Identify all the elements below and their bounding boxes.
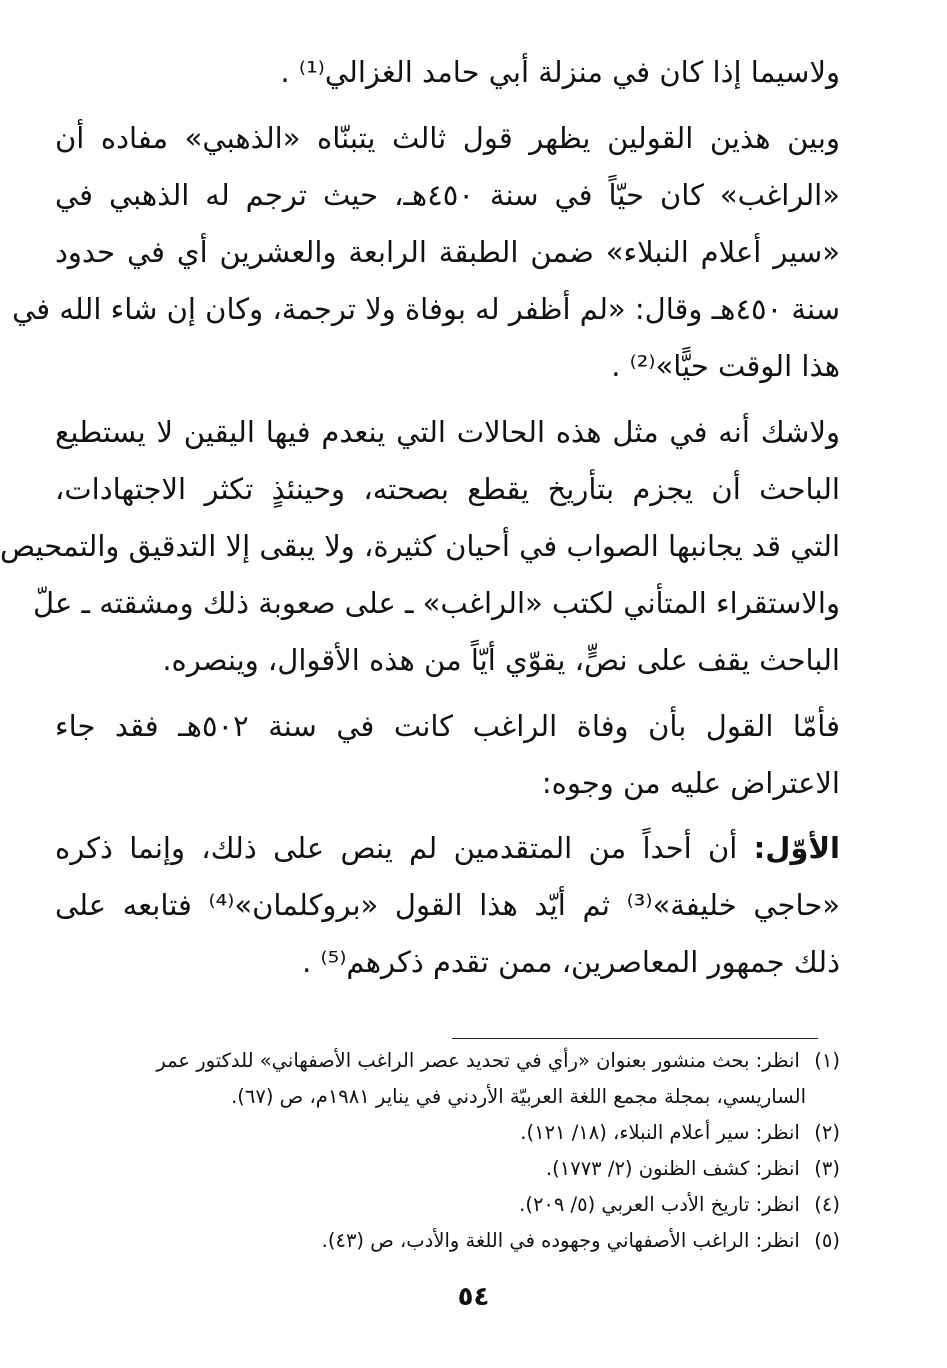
text-line: والاستقراء المتأني لكتب «الراغب» ـ على صعوبة ذلك ومشقته ـ علّ (33, 586, 840, 620)
text-line: الباحث أن يجزم بتأريخ يقطع بصحته، وحينئذٍ تكثر الاجتهادات، (55, 472, 840, 506)
footnote-number: (٤) (814, 1193, 840, 1216)
footnote-text: انظر: تاريخ الأدب العربي (٥/ ٢٠٩). (519, 1193, 800, 1216)
page-number: ٥٤ (457, 1282, 490, 1312)
text-line: ولاسيما إذا كان في منزلة أبي حامد الغزالي⁽¹⁾ . (280, 55, 840, 89)
footnote-1 (55, 1043, 840, 1079)
paragraph-lead: الأوّل: (753, 831, 840, 865)
footnote-divider (452, 1038, 818, 1039)
footnote-1-continuation (55, 1079, 840, 1115)
footnote-3 (55, 1151, 840, 1187)
text-line: «الراغب» كان حيّاً في سنة ٤٥٠هـ، حيث ترجم له الذهبي في (55, 178, 840, 212)
text-line: «سير أعلام النبلاء» ضمن الطبقة الرابعة والعشرين أي في حدود (55, 235, 840, 269)
text-line: الاعتراض عليه من وجوه: (541, 766, 840, 800)
text-fragment: أن أحداً من المتقدمين لم ينص على ذلك، وإنما ذكره (55, 831, 754, 865)
text-line: هذا الوقت حيًّا»⁽²⁾ . (611, 349, 840, 383)
paragraph-2 (12, 110, 840, 395)
paragraph-1 (55, 44, 840, 101)
text-line: الباحث يقف على نصٍّ، يقوّي أيّاً من هذه الأقوال، وينصره. (162, 643, 840, 677)
footnote-4 (55, 1187, 840, 1223)
text-line: وبين هذين القولين يظهر قول ثالث يتبنّاه «الذهبي» مفاده أن (55, 121, 840, 155)
footnote-2 (55, 1115, 840, 1151)
footnote-5 (55, 1223, 840, 1259)
paragraph-3 (0, 404, 840, 689)
footnote-text: الساريسي، بمجلة مجمع اللغة العربيّة الأردني في يناير ١٩٨١م، ص (٦٧). (231, 1085, 806, 1108)
footnote-number: (٣) (814, 1157, 840, 1180)
paragraph-4 (55, 698, 840, 812)
footnotes (55, 1043, 840, 1259)
text-line (55, 820, 840, 877)
paragraph-5 (55, 820, 840, 991)
footnote-text: انظر: كشف الظنون (٢/ ١٧٧٣). (545, 1157, 800, 1180)
text-line: سنة ٤٥٠هـ وقال: «لم أظفر له بوفاة ولا ترجمة، وكان إن شاء الله في (12, 292, 840, 326)
footnote-number: (٥) (814, 1229, 840, 1252)
text-line: فأمّا القول بأن وفاة الراغب كانت في سنة ٥٠٢هـ فقد جاء (55, 709, 840, 743)
footnote-number: (١) (814, 1049, 840, 1072)
footnote-text: انظر: بحث منشور بعنوان «رأي في تحديد عصر الراغب الأصفهاني» للدكتور عمر (156, 1049, 800, 1072)
footnote-text: انظر: سير أعلام النبلاء، (١٨/ ١٢١). (520, 1121, 800, 1144)
text-line: «حاجي خليفة»⁽³⁾ ثم أيّد هذا القول «بروكلمان»⁽⁴⁾ فتابعه على (55, 888, 840, 922)
text-line: التي قد يجانبها الصواب في أحيان كثيرة، ولا يبقى إلا التدقيق والتمحيص (0, 529, 840, 563)
text-line: ذلك جمهور المعاصرين، ممن تقدم ذكرهم⁽⁵⁾ . (302, 945, 840, 979)
text-line: ولاشك أنه في مثل هذه الحالات التي ينعدم فيها اليقين لا يستطيع (55, 415, 840, 449)
footnote-text: انظر: الراغب الأصفهاني وجهوده في اللغة والأدب، ص (٤٣). (321, 1229, 800, 1252)
main-text (0, 44, 840, 991)
footnote-number: (٢) (814, 1121, 840, 1144)
